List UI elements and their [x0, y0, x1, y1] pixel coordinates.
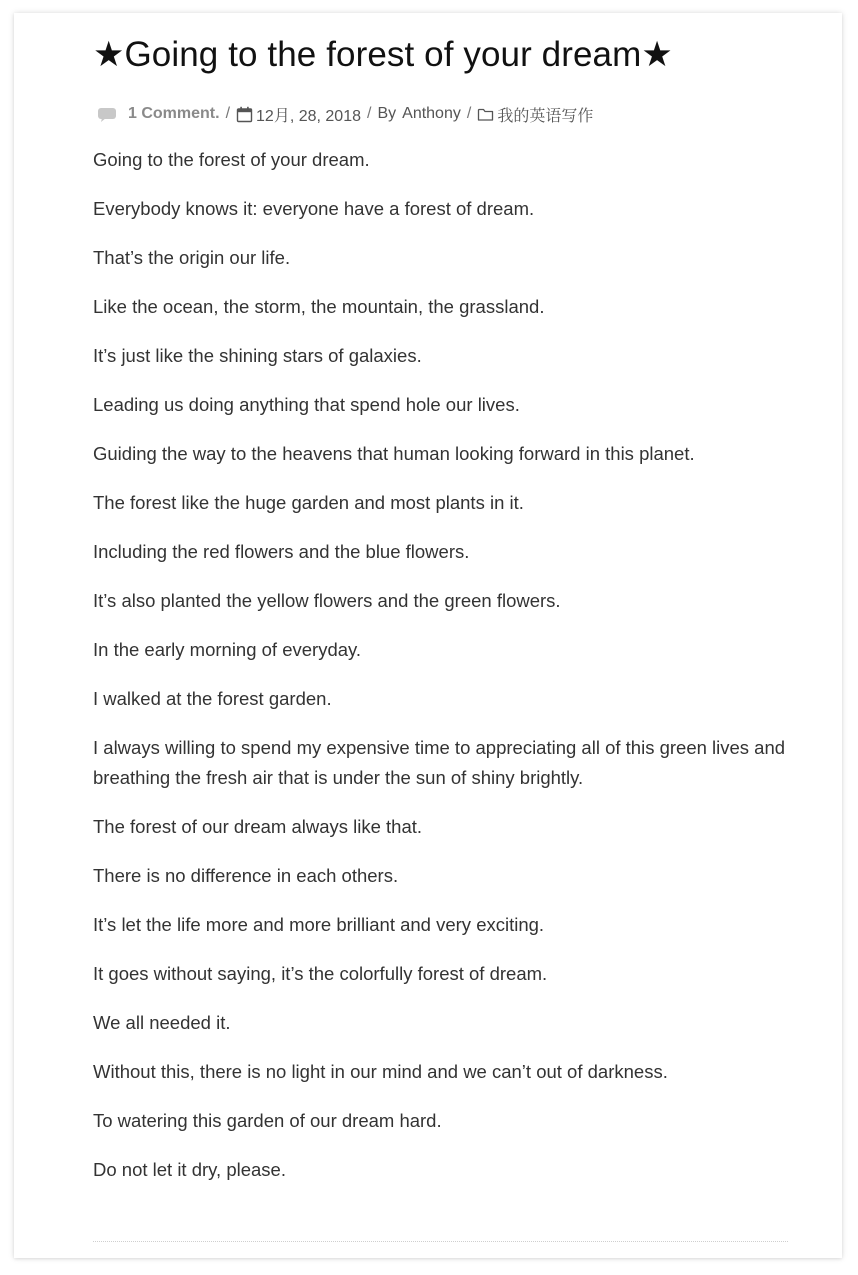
post-paragraph: It goes without saying, it’s the colorfully forest of dream.: [93, 963, 548, 984]
post-paragraph: Everybody knows it: everyone have a forest of dream.: [93, 198, 535, 219]
post-body: [93, 145, 788, 1185]
post-paragraph: To watering this garden of our dream hard.: [93, 1110, 442, 1131]
post-paragraph: Going to the forest of your dream.: [93, 149, 370, 170]
post-meta: [93, 102, 788, 126]
author-link[interactable]: Anthony: [402, 105, 461, 122]
folder-icon: [477, 106, 494, 123]
post-paragraph: In the early morning of everyday.: [93, 639, 362, 660]
post-title: ★Going to the forest of your dream★: [93, 35, 673, 74]
post-card: [14, 13, 842, 1258]
post-paragraph: Without this, there is no light in our mind and we can’t out of darkness.: [93, 1061, 668, 1082]
meta-separator: /: [225, 105, 231, 122]
comment-bubble-icon: [97, 105, 117, 123]
meta-separator: /: [466, 105, 472, 122]
post-paragraph: That’s the origin our life.: [93, 247, 291, 268]
post-paragraph: Leading us doing anything that spend hole our lives.: [93, 394, 520, 415]
post-paragraph: Like the ocean, the storm, the mountain, the grassland.: [93, 296, 545, 317]
by-label: By: [377, 105, 397, 122]
post-date: 12月, 28, 2018: [256, 107, 362, 125]
post-article: [93, 13, 788, 1204]
post-paragraph: Including the red flowers and the blue flowers.: [93, 541, 470, 562]
meta-separator: /: [367, 105, 372, 122]
post-paragraph: The forest like the huge garden and most plants in it.: [93, 492, 524, 513]
post-paragraph: It’s let the life more and more brilliant and very exciting.: [93, 914, 545, 935]
post-paragraph: Do not let it dry, please.: [93, 1159, 286, 1180]
post-paragraph: Guiding the way to the heavens that human looking forward in this planet.: [93, 443, 695, 464]
post-paragraph: It’s just like the shining stars of galaxies.: [93, 345, 422, 366]
calendar-icon: [236, 106, 253, 123]
post-paragraph: The forest of our dream always like that.: [93, 816, 423, 837]
post-footer-divider: [93, 1241, 788, 1242]
post-paragraph: There is no difference in each others.: [93, 865, 399, 886]
post-paragraph: It’s also planted the yellow flowers and the green flowers.: [93, 590, 561, 611]
post-paragraph: I always willing to spend my expensive time to appreciating all of this green lives and breathing the fresh air that is under the sun of shiny brightly.: [93, 737, 786, 788]
comments-link[interactable]: 1 Comment.: [128, 105, 220, 122]
category-link[interactable]: 我的英语写作: [497, 107, 594, 125]
post-paragraph: I walked at the forest garden.: [93, 688, 332, 709]
post-paragraph: We all needed it.: [93, 1012, 231, 1033]
